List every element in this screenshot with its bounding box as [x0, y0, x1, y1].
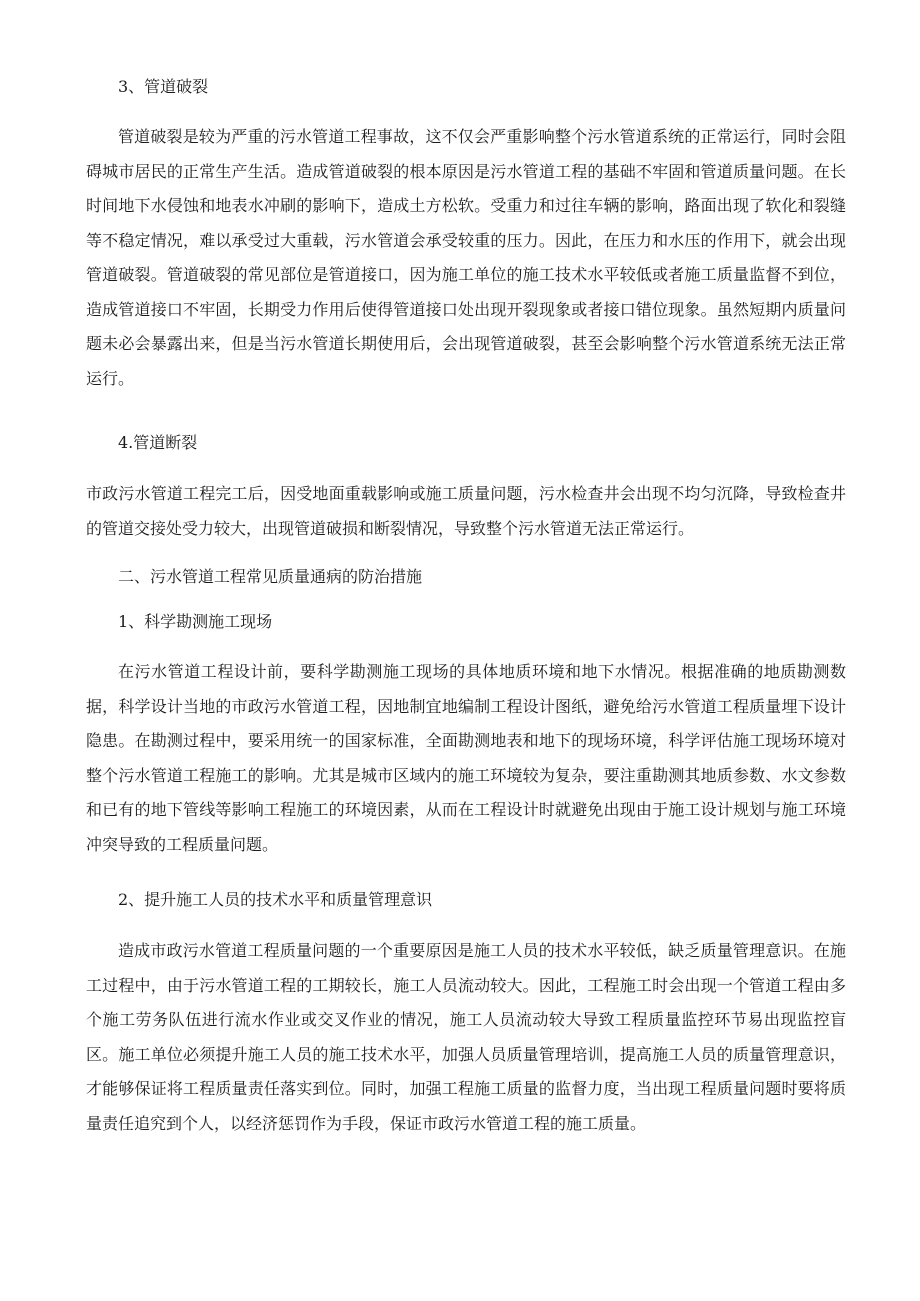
paragraph-pipe-rupture: 管道破裂是较为严重的污水管道工程事故，这不仅会严重影响整个污水管道系统的正常运行，同时会阻碍城市居民的正常生产生活。造成管道破裂的根本原因是污水管道工程的基础不牢固和管道质量问题。在长时间地下水侵蚀和地表水冲刷的影响下，造成土方松软。受重力和过往车辆的影响，路面出现了软化和裂缝等不稳定情况，难以承受过大重载，污水管道会承受较重的压力。因此，在压力和水压的作用下，就会出现管道破裂。管道破裂的常见部位是管道接口，因为施工单位的施工技术水平较低或者施工质量监督不到位，造成管道接口不牢固，长期受力作用后使得管道接口处出现开裂现象或者接口错位现象。虽然短期内质量问题未必会暴露出来，但是当污水管道长期使用后，会出现管道破裂，甚至会影响整个污水管道系统无法正常运行。: [86, 127, 846, 388]
heading-pipe-rupture: 3、管道破裂: [118, 77, 209, 96]
heading-prevention-measures: 二、污水管道工程常见质量通病的防治措施: [118, 567, 423, 586]
heading-pipe-fracture: 4.管道断裂: [118, 433, 198, 452]
paragraph-worker-skills: 造成市政污水管道工程质量问题的一个重要原因是施工人员的技术水平较低，缺乏质量管理意识。在施工过程中，由于污水管道工程的工期较长，施工人员流动较大。因此，工程施工时会出现一个管道工程由多个施工劳务队伍进行流水作业或交叉作业的情况，施工人员流动较大导致工程质量监控环节易出现监控盲区。施工单位必须提升施工人员的施工技术水平，加强人员质量管理培训，提高施工人员的质量管理意识，才能够保证将工程质量责任落实到位。同时，加强工程施工质量的监督力度，当出现工程质量问题时要将质量责任追究到个人，以经济惩罚作为手段，保证市政污水管道工程的施工质量。: [86, 941, 846, 1133]
heading-site-survey: 1、科学勘测施工现场: [118, 612, 273, 631]
heading-worker-skills: 2、提升施工人员的技术水平和质量管理意识: [118, 890, 433, 909]
paragraph-pipe-fracture: 市政污水管道工程完工后，因受地面重载影响或施工质量问题，污水检查井会出现不均匀沉降，导致检查井的管道交接处受力较大，出现管道破损和断裂情况，导致整个污水管道无法正常运行。: [86, 484, 846, 538]
paragraph-site-survey: 在污水管道工程设计前，要科学勘测施工现场的具体地质环境和地下水情况。根据准确的地质勘测数据，科学设计当地的市政污水管道工程，因地制宜地编制工程设计图纸，避免给污水管道工程质量埋下设计隐患。在勘测过程中，要采用统一的国家标准，全面勘测地表和地下的现场环境，科学评估施工现场环境对整个污水管道工程施工的影响。尤其是城市区域内的施工环境较为复杂，要注重勘测其地质参数、水文参数和已有的地下管线等影响工程施工的环境因素，从而在工程设计时就避免出现由于施工设计规划与施工环境冲突导致的工程质量问题。: [86, 662, 846, 854]
